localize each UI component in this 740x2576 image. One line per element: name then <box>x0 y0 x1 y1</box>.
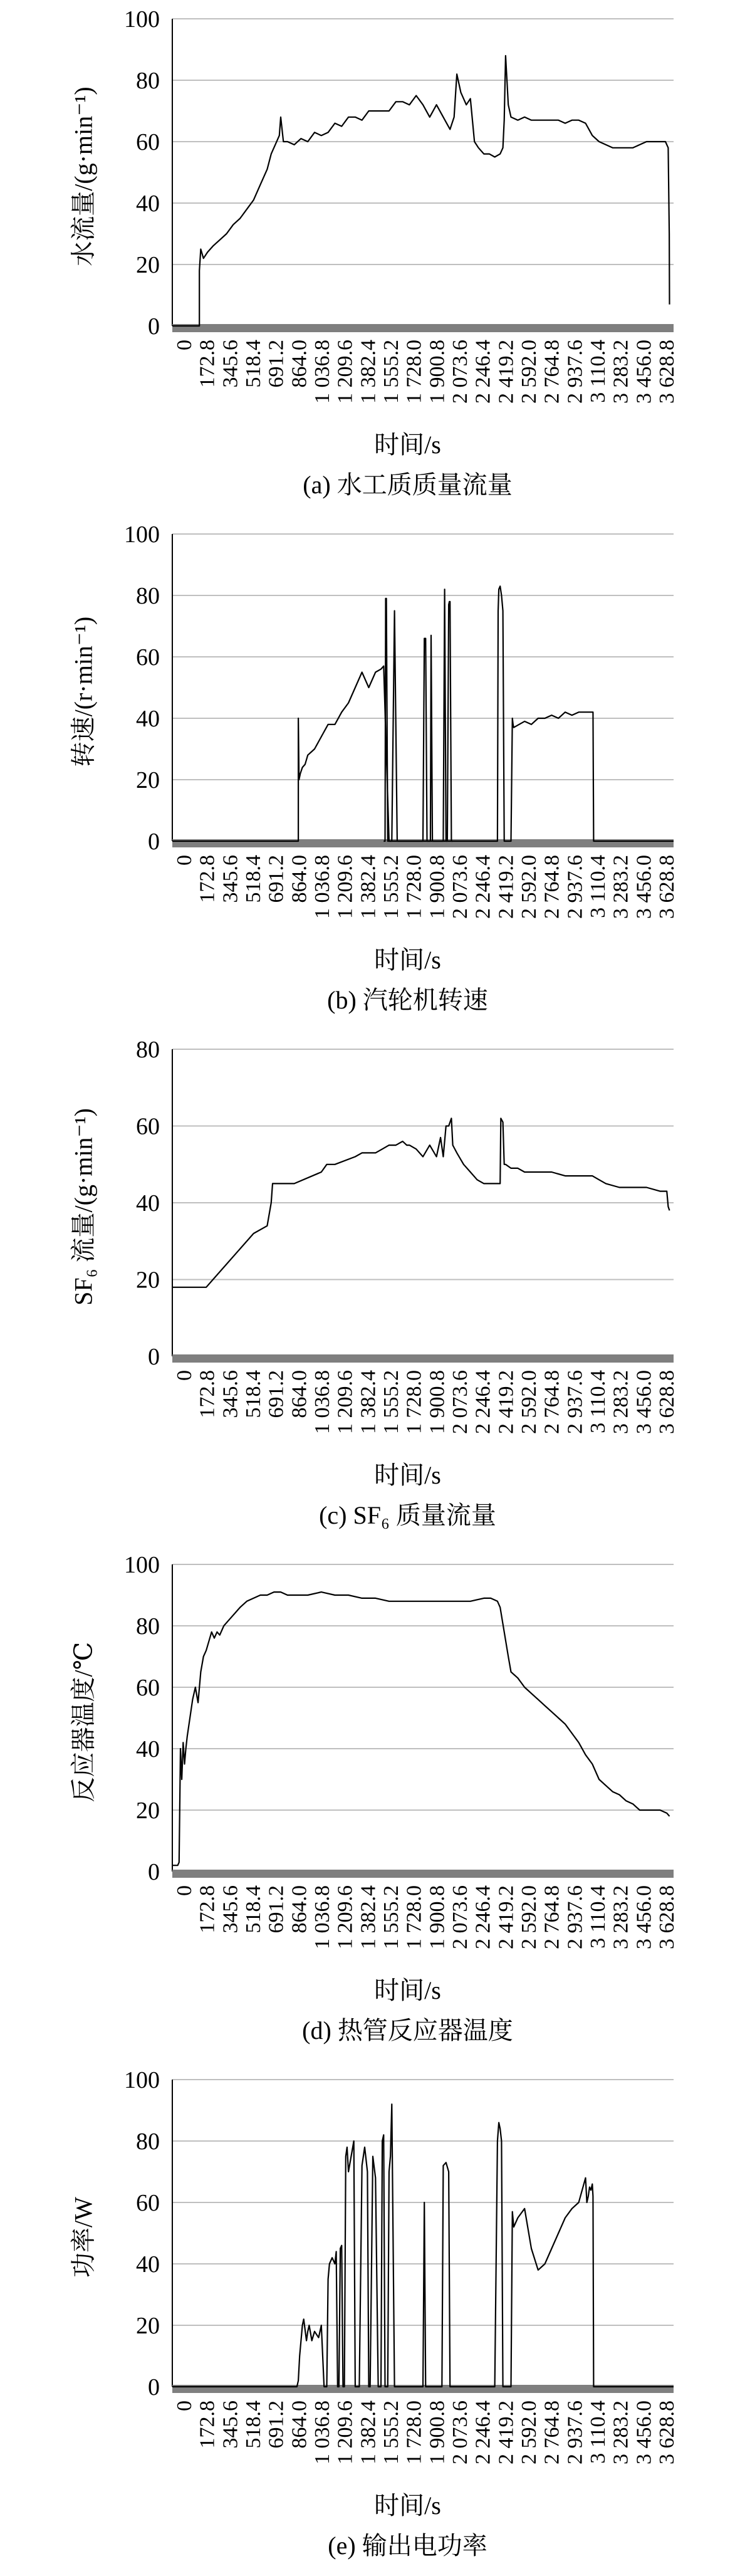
y-tick-label: 0 <box>148 2374 160 2401</box>
series-line-1 <box>172 2104 674 2387</box>
series-line-1 <box>172 56 670 326</box>
x-tick-label: 3 628.8 <box>655 855 679 919</box>
x-tick-label: 2 419.2 <box>494 1370 518 1434</box>
y-tick-label: 0 <box>148 1859 160 1885</box>
y-tick-label: 20 <box>136 1798 160 1824</box>
x-tick-label: 518.4 <box>242 855 265 903</box>
x-tick-label: 864.0 <box>288 2401 311 2449</box>
x-tick-label: 172.8 <box>195 340 219 388</box>
x-tick-label: 1 728.0 <box>402 855 426 919</box>
x-tick-label: 1 382.4 <box>357 1885 380 1949</box>
y-tick-label: 60 <box>136 2190 160 2216</box>
x-tick-label: 1 382.4 <box>357 855 380 919</box>
x-tick-label: 3 110.4 <box>586 340 610 403</box>
y-axis-label: 反应器温度/℃ <box>69 1641 98 1803</box>
x-tick-label: 2 764.8 <box>540 2401 564 2464</box>
x-tick-label: 1 900.8 <box>425 2401 449 2464</box>
y-tick-label: 60 <box>136 1113 160 1140</box>
x-tick-label: 3 456.0 <box>632 1885 656 1949</box>
y-tick-label: 0 <box>148 313 160 340</box>
y-tick-label: 80 <box>136 583 160 609</box>
x-tick-label: 3 110.4 <box>586 1885 610 1949</box>
y-tick-label: 100 <box>124 1552 160 1578</box>
x-tick-label: 2 592.0 <box>518 1885 541 1949</box>
x-tick-label: 2 764.8 <box>540 1885 564 1949</box>
x-tick-label: 1 036.8 <box>311 855 334 919</box>
chart-panel-2 <box>0 515 740 1030</box>
x-tick-label: 3 283.2 <box>609 855 633 919</box>
x-tick-label: 2 937.6 <box>563 1885 587 1949</box>
x-tick-label: 691.2 <box>264 2401 288 2449</box>
x-tick-label: 518.4 <box>242 2401 265 2449</box>
x-tick-label: 3 283.2 <box>609 340 633 404</box>
x-tick-label: 2 419.2 <box>494 340 518 404</box>
x-axis-label: 时间/s <box>374 1976 441 2004</box>
x-tick-label: 1 036.8 <box>311 1885 334 1949</box>
x-tick-label: 0 <box>173 2401 196 2411</box>
y-tick-label: 100 <box>124 6 160 33</box>
x-tick-label: 864.0 <box>288 1885 311 1934</box>
y-axis-label: SF₆ 流量/(g·min⁻¹) <box>69 1108 98 1306</box>
x-tick-label: 2 419.2 <box>494 2401 518 2464</box>
x-tick-label: 345.6 <box>219 1885 242 1934</box>
x-tick-label: 2 764.8 <box>540 855 564 919</box>
chart-panel-4 <box>0 1546 740 2061</box>
x-tick-label: 1 555.2 <box>380 2401 403 2464</box>
y-tick-label: 80 <box>136 1613 160 1640</box>
y-tick-label: 100 <box>124 2067 160 2093</box>
x-tick-label: 345.6 <box>219 2401 242 2449</box>
x-tick-label: 3 110.4 <box>586 2401 610 2464</box>
chart-panel-1 <box>0 0 740 515</box>
x-tick-label: 1 555.2 <box>380 855 403 919</box>
x-tick-label: 3 628.8 <box>655 1885 679 1949</box>
x-tick-label: 1 900.8 <box>425 1370 449 1434</box>
x-tick-label: 518.4 <box>242 1885 265 1934</box>
x-tick-label: 2 937.6 <box>563 340 587 404</box>
x-axis-label: 时间/s <box>374 1461 441 1489</box>
x-tick-label: 864.0 <box>288 340 311 388</box>
y-tick-label: 0 <box>148 1344 160 1370</box>
x-tick-label: 2 246.4 <box>471 855 495 919</box>
x-tick-label: 1 036.8 <box>311 2401 334 2464</box>
x-tick-label: 172.8 <box>195 1370 219 1418</box>
x-tick-label: 2 937.6 <box>563 855 587 919</box>
y-axis-label: 水流量/(g·min⁻¹) <box>69 86 98 266</box>
x-tick-label: 345.6 <box>219 855 242 903</box>
x-tick-label: 2 592.0 <box>518 855 541 919</box>
y-tick-label: 20 <box>136 1267 160 1294</box>
y-tick-label: 40 <box>136 1190 160 1217</box>
y-tick-label: 20 <box>136 2313 160 2339</box>
x-tick-label: 2 592.0 <box>518 340 541 404</box>
x-tick-label: 1 036.8 <box>311 340 334 404</box>
x-axis-label: 时间/s <box>374 946 441 974</box>
x-tick-label: 172.8 <box>195 855 219 903</box>
chart-panel-3 <box>0 1030 740 1546</box>
x-tick-label: 2 937.6 <box>563 2401 587 2464</box>
x-axis-baseline <box>172 1354 674 1363</box>
x-tick-label: 1 209.6 <box>333 1370 357 1434</box>
x-axis-label: 时间/s <box>374 431 441 459</box>
x-axis-label: 时间/s <box>374 2491 441 2520</box>
y-tick-label: 20 <box>136 252 160 278</box>
x-tick-label: 2 073.6 <box>449 1885 472 1949</box>
x-tick-label: 518.4 <box>242 340 265 388</box>
x-tick-label: 2 073.6 <box>449 2401 472 2464</box>
x-tick-label: 3 456.0 <box>632 340 656 404</box>
x-tick-label: 345.6 <box>219 340 242 388</box>
x-tick-label: 864.0 <box>288 855 311 903</box>
y-tick-label: 20 <box>136 767 160 793</box>
x-tick-label: 2 073.6 <box>449 855 472 919</box>
x-tick-label: 1 382.4 <box>357 2401 380 2464</box>
x-tick-label: 1 209.6 <box>333 340 357 404</box>
x-tick-label: 1 555.2 <box>380 340 403 404</box>
y-tick-label: 60 <box>136 1675 160 1701</box>
x-tick-label: 691.2 <box>264 855 288 903</box>
x-tick-label: 2 246.4 <box>471 2401 495 2464</box>
x-tick-label: 1 036.8 <box>311 1370 334 1434</box>
x-tick-label: 3 628.8 <box>655 2401 679 2464</box>
series-line-1 <box>172 1592 670 1865</box>
x-tick-label: 0 <box>173 340 196 350</box>
chart-caption: (b) 汽轮机转速 <box>327 986 488 1014</box>
chart-caption: (e) 输出电功率 <box>328 2531 487 2560</box>
x-tick-label: 3 283.2 <box>609 1885 633 1949</box>
x-tick-label: 3 456.0 <box>632 2401 656 2464</box>
x-tick-label: 1 382.4 <box>357 340 380 404</box>
x-tick-label: 2 073.6 <box>449 1370 472 1434</box>
x-tick-label: 2 246.4 <box>471 1370 495 1434</box>
x-tick-label: 3 628.8 <box>655 1370 679 1434</box>
x-tick-label: 1 555.2 <box>380 1370 403 1434</box>
y-tick-label: 0 <box>148 829 160 855</box>
x-tick-label: 2 764.8 <box>540 1370 564 1434</box>
x-tick-label: 2 592.0 <box>518 2401 541 2464</box>
x-tick-label: 691.2 <box>264 1885 288 1934</box>
chart-caption: (d) 热管反应器温度 <box>302 2016 513 2045</box>
y-tick-label: 60 <box>136 129 160 155</box>
x-tick-label: 2 419.2 <box>494 855 518 919</box>
y-tick-label: 80 <box>136 68 160 94</box>
x-tick-label: 2 073.6 <box>449 340 472 404</box>
x-tick-label: 1 209.6 <box>333 2401 357 2464</box>
x-tick-label: 172.8 <box>195 2401 219 2449</box>
chart-panel-5 <box>0 2061 740 2576</box>
x-axis-baseline <box>172 324 674 332</box>
x-tick-label: 1 728.0 <box>402 340 426 404</box>
x-tick-label: 3 110.4 <box>586 1370 610 1433</box>
x-axis-baseline <box>172 1870 674 1878</box>
y-axis-label: 功率/W <box>69 2197 98 2278</box>
x-tick-label: 345.6 <box>219 1370 242 1418</box>
x-tick-label: 864.0 <box>288 1370 311 1418</box>
y-tick-label: 100 <box>124 521 160 548</box>
x-tick-label: 1 728.0 <box>402 1885 426 1949</box>
x-tick-label: 0 <box>173 1370 196 1381</box>
chart-caption: (c) SF₆ 质量流量 <box>319 1501 496 1529</box>
x-tick-label: 1 900.8 <box>425 340 449 404</box>
x-tick-label: 0 <box>173 855 196 866</box>
chart-caption: (a) 水工质质量流量 <box>303 471 513 499</box>
y-axis-label: 转速/(r·min⁻¹) <box>69 616 98 767</box>
x-tick-label: 172.8 <box>195 1885 219 1934</box>
x-tick-label: 2 937.6 <box>563 1370 587 1434</box>
x-tick-label: 691.2 <box>264 1370 288 1418</box>
y-tick-label: 40 <box>136 2251 160 2278</box>
y-tick-label: 40 <box>136 1736 160 1762</box>
y-tick-label: 40 <box>136 706 160 732</box>
x-tick-label: 2 246.4 <box>471 1885 495 1949</box>
x-tick-label: 1 728.0 <box>402 2401 426 2464</box>
x-tick-label: 691.2 <box>264 340 288 388</box>
x-tick-label: 2 592.0 <box>518 1370 541 1434</box>
x-tick-label: 3 110.4 <box>586 855 610 918</box>
x-tick-label: 1 209.6 <box>333 855 357 919</box>
x-tick-label: 3 283.2 <box>609 1370 633 1434</box>
x-tick-label: 1 728.0 <box>402 1370 426 1434</box>
x-tick-label: 2 764.8 <box>540 340 564 404</box>
y-tick-label: 80 <box>136 2128 160 2155</box>
x-tick-label: 1 900.8 <box>425 855 449 919</box>
x-tick-label: 3 456.0 <box>632 855 656 919</box>
y-tick-label: 80 <box>136 1037 160 1063</box>
x-tick-label: 2 246.4 <box>471 340 495 404</box>
x-tick-label: 1 209.6 <box>333 1885 357 1949</box>
x-tick-label: 1 900.8 <box>425 1885 449 1949</box>
x-tick-label: 518.4 <box>242 1370 265 1418</box>
x-tick-label: 1 382.4 <box>357 1370 380 1434</box>
x-tick-label: 2 419.2 <box>494 1885 518 1949</box>
x-tick-label: 1 555.2 <box>380 1885 403 1949</box>
x-tick-label: 3 283.2 <box>609 2401 633 2464</box>
x-tick-label: 3 456.0 <box>632 1370 656 1434</box>
y-tick-label: 40 <box>136 191 160 217</box>
x-tick-label: 3 628.8 <box>655 340 679 404</box>
x-tick-label: 0 <box>173 1885 196 1896</box>
y-tick-label: 60 <box>136 644 160 671</box>
